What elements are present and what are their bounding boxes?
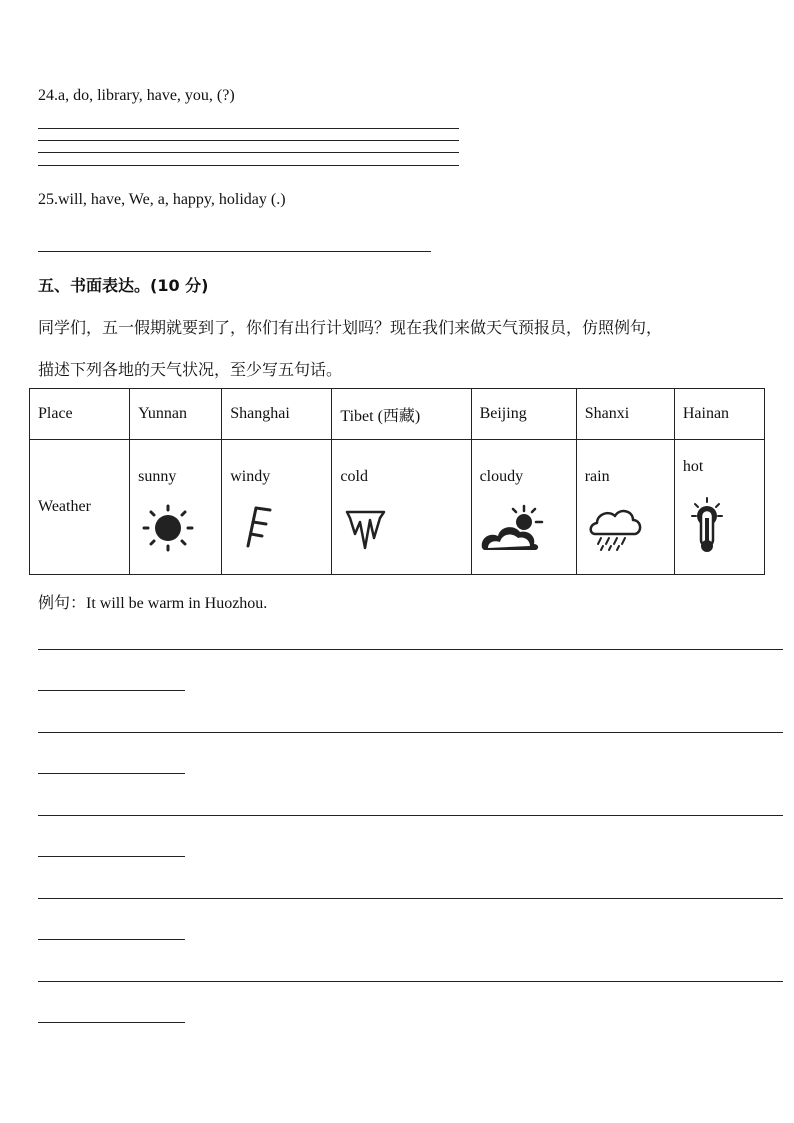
answer-line[interactable] [38, 165, 459, 166]
weather-cell-tibet [332, 440, 471, 575]
weather-word-cloudy: cloudy [479, 468, 524, 485]
writing-line[interactable] [38, 898, 783, 899]
weather-word-rain: rain [584, 468, 610, 485]
weather-cell-shanghai [222, 440, 332, 575]
place-shanxi: Shanxi [576, 389, 674, 440]
writing-line-short[interactable] [38, 856, 185, 857]
question-24: 24.a, do, library, have, you, (?) [38, 87, 235, 104]
icicle-icon [344, 508, 388, 552]
weather-table [29, 388, 765, 575]
place-beijing: Beijing [471, 389, 576, 440]
rain-cloud-icon [587, 504, 645, 554]
example-sentence: 例句：It will be warm in Huozhou. [38, 595, 268, 612]
writing-line[interactable] [38, 815, 783, 816]
weather-cell-shanxi [576, 440, 674, 575]
weather-header-cell [30, 440, 130, 575]
place-header: Place [30, 389, 130, 440]
place-tibet-label: Tibet (西藏) [340, 407, 421, 425]
writing-line[interactable] [38, 981, 783, 982]
question-25: 25.will, have, We, a, happy, holiday (.) [38, 191, 286, 208]
writing-line-short[interactable] [38, 1022, 185, 1023]
answer-line[interactable] [38, 140, 459, 141]
place-yunnan: Yunnan [130, 389, 222, 440]
wind-icon [238, 504, 278, 548]
answer-line[interactable] [38, 152, 459, 153]
sun-icon [140, 504, 196, 552]
writing-line-short[interactable] [38, 690, 185, 691]
section-heading: 五、书面表达。(10 分) [38, 276, 209, 295]
instruction-line-1: 同学们，五一假期就要到了，你们有出行计划吗？现在我们来做天气预报员，仿照例句， [38, 318, 663, 337]
writing-line-short[interactable] [38, 773, 185, 774]
cloud-sun-icon [478, 502, 548, 554]
weather-word-sunny: sunny [138, 468, 177, 485]
weather-cell-beijing [471, 440, 576, 575]
weather-cell-hainan [674, 440, 764, 575]
answer-line[interactable] [38, 251, 431, 252]
answer-line[interactable] [38, 128, 459, 129]
weather-word-cold: cold [340, 468, 368, 485]
weather-header: Weather [38, 498, 91, 515]
writing-line[interactable] [38, 732, 783, 733]
writing-line[interactable] [38, 649, 783, 650]
place-shanghai: Shanghai [222, 389, 332, 440]
place-tibet [332, 389, 471, 440]
writing-line-short[interactable] [38, 939, 185, 940]
place-hainan: Hainan [674, 389, 764, 440]
weather-cell-yunnan [130, 440, 222, 575]
instruction-line-2: 描述下列各地的天气状况，至少写五句话。 [38, 360, 343, 379]
thermometer-icon [689, 496, 725, 556]
weather-word-hot: hot [682, 458, 704, 475]
weather-word-windy: windy [230, 468, 271, 485]
